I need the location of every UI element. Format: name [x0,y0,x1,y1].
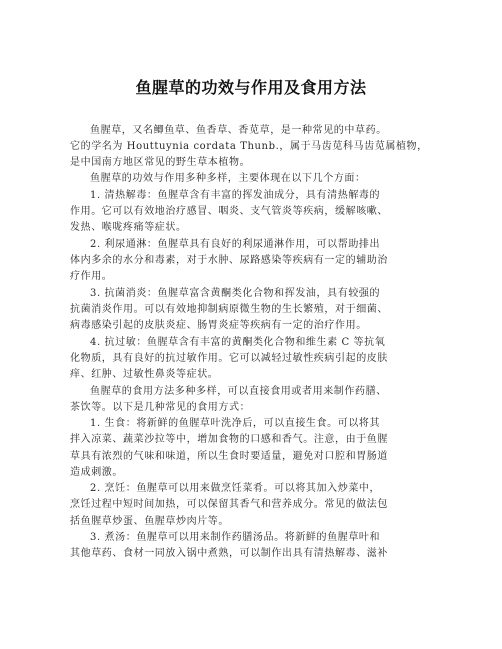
paragraph-line: 造成刺激。 [70,467,123,478]
paragraph-line: 鱼腥草的食用方法多种多样，可以直接食用或者用来制作药膳、 [90,386,387,397]
paragraph-line: 2. 烹饪：鱼腥草可以用来做烹饪菜肴。可以将其加入炒菜中， [90,483,381,494]
paragraph-line: 草具有浓烈的气味和味道，所以生食时要适量，避免对口腔和胃肠道 [70,451,388,462]
paragraph-line: 2. 利尿通淋：鱼腥草具有良好的利尿通淋作用，可以帮助排出 [90,239,381,250]
paragraph-line: 1. 清热解毒：鱼腥草含有丰富的挥发油成分，具有清热解毒的 [90,190,381,201]
paragraph-line: 病毒感染引起的皮肤炎症、肠胃炎症等疾病有一定的治疗作用。 [70,320,367,331]
paragraph-line: 括鱼腥草炒蛋、鱼腥草炒肉片等。 [70,516,229,527]
paragraph-line: 3. 煮汤：鱼腥草可以用来制作药膳汤品。将新鲜的鱼腥草叶和 [90,532,381,543]
paragraph-line: 疗作用。 [70,271,113,282]
paragraph-line: 3. 抗菌消炎：鱼腥草富含黄酮类化合物和挥发油，具有较强的 [90,288,381,299]
paragraph-line: 发热、喉咙疼痛等症状。 [70,222,187,233]
paragraph-line: 痒、红肿、过敏性鼻炎等症状。 [70,369,219,380]
paragraph-line: 烹饪过程中短时间加热，可以保留其香气和营养成分。常见的做法包 [70,499,388,510]
paragraph-line: 茶饮等。以下是几种常见的食用方式： [70,402,251,413]
paragraph-line: 鱼腥草，又名鲫鱼草、鱼香草、香苋草，是一种常见的中草药。 [90,125,387,136]
paragraph-line: 作用。它可以有效地治疗感冒、咽炎、支气管炎等疾病，缓解咳嗽、 [70,206,388,217]
paragraph-line: 4. 抗过敏：鱼腥草含有丰富的黄酮类化合物和维生素 C 等抗氧 [90,337,386,348]
paragraph-line: 拌入凉菜、蔬菜沙拉等中，增加食物的口感和香气。注意，由于鱼腥 [70,434,388,445]
paragraph-line: 是中国南方地区常见的野生草本植物。 [70,157,251,168]
document-title: 鱼腥草的功效与作用及食用方法 [135,78,367,97]
paragraph-line: 体内多余的水分和毒素，对于水肿、尿路感染等疾病有一定的辅助治 [70,255,388,266]
paragraph-line: 1. 生食：将新鲜的鱼腥草叶洗净后，可以直接生食。可以将其 [90,418,381,429]
paragraph-line: 它的学名为 Houttuynia cordata Thunb.，属于马齿苋科马齿苋属植物， [70,141,428,152]
paragraph-line: 化物质，具有良好的抗过敏作用。它可以减轻过敏性疾病引起的皮肤 [70,353,388,364]
paragraph-line: 抗菌消炎作用。可以有效地抑制病原微生物的生长繁殖，对于细菌、 [70,304,388,315]
paragraph-line: 其他草药、食材一同放入锅中煮熟，可以制作出具有清热解毒、滋补 [70,548,388,559]
paragraph-line: 鱼腥草的功效与作用多种多样，主要体现在以下几个方面： [90,173,366,184]
